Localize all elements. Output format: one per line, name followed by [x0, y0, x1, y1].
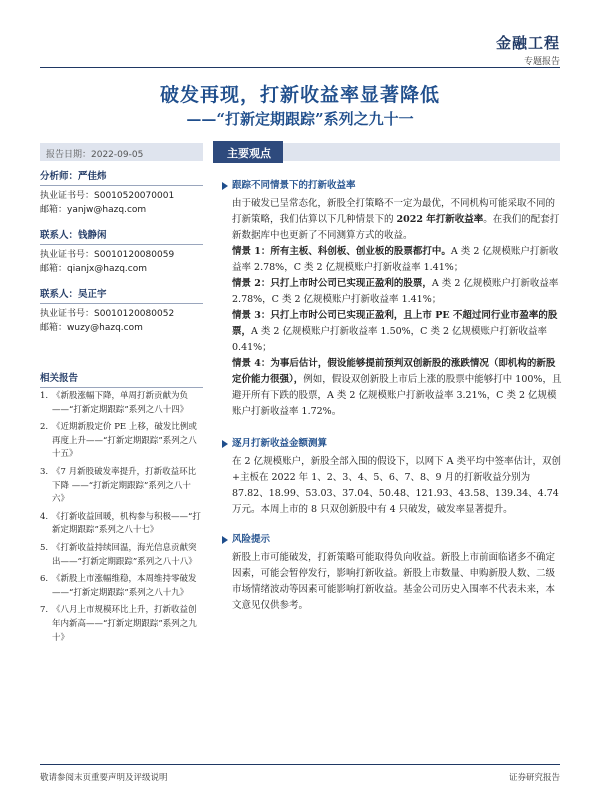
header-report-type: 专题报告 [523, 57, 560, 67]
related-reports-list [40, 390, 203, 649]
analyst-email[interactable]: 邮箱：yanjw@hazq.com [40, 205, 147, 215]
scenario-4: 情景 4：为事后估计，假设能够提前预判双创新股的涨跌情况（即机构的新股定价能力很强），例如，假设双创新股上市后上涨的股票中能够打中 100%，且避开所有下跌的股票，A 类 2 亿规模账户打新收益率 3.21%，C 类 2 亿规模账户打新收益率 1.72%。 [232, 358, 562, 417]
triangle-bullet-icon [222, 440, 228, 448]
triangle-bullet-icon [222, 182, 228, 190]
related-report-item[interactable]: 1. 《新股涨幅下降，单周打新贡献为负——“打新定期跟踪”系列之八十四》 [40, 391, 189, 415]
section-monthly-returns [222, 436, 562, 518]
section-scenario-returns [222, 178, 562, 420]
scenario-3: 情景 3：只打上市时公司已实现正盈利，且上市 PE 不超过同行业市盈率的股票，A 类 2 亿规模账户打新收益率 1.50%，C 类 2 亿规模账户打新收益率 0.41%； [232, 310, 558, 353]
triangle-bullet-icon [222, 536, 228, 544]
analyst-cert: 执业证书号：S0010520070001 [40, 191, 175, 201]
related-report-item[interactable]: 2. 《近期新股定价 PE 上移，破发比例或再度上升——“打新定期跟踪”系列之八十五》 [40, 422, 197, 460]
related-reports-title: 相关报告 [40, 370, 203, 388]
section-intro: 由于破发已呈常态化，新股全打策略不一定为最优，不同机构可能采取不同的打新策略，我们估算以下几种情景下的 2022 年打新收益率。在我们的配套打新数据库中也更新了不同测算方式的收益。 [232, 198, 560, 241]
header-category: 金融工程 [495, 34, 560, 52]
contact-email[interactable]: 邮箱：wuzy@hazq.com [40, 323, 143, 333]
contact-cert: 执业证书号：S0010120080059 [40, 250, 175, 260]
contact-cert: 执业证书号：S0010120080052 [40, 309, 175, 319]
header-divider [40, 67, 560, 68]
contact-block [40, 227, 203, 276]
date-bar: 报告日期：2022-09-05 [40, 143, 203, 161]
footer-divider [40, 764, 560, 765]
report-title: 破发再现，打新收益率显著降低 [159, 84, 440, 106]
section-body: 在 2 亿规模账户，新股全部入围的假设下，以网下 A 类平均中签率估计，双创+主板在 2022 年 1、2、3、4、5、6、7、8、9 月的打新收益分别为 87.82、18.99、53.03、37.04、50.48、121.93、43.58、139.34、4.74 万元。本周上市的 8 只双创新股中有 4 只破发，破发率显著提升。 [232, 456, 561, 515]
related-report-item[interactable]: 7. 《八月上市规模环比上升，打新收益创年内新高——“打新定期跟踪”系列之九十》 [40, 605, 197, 643]
main-points-tag: 主要观点 [213, 141, 283, 163]
section-risk [222, 532, 562, 614]
report-subtitle: ——“打新定期跟踪”系列之九十一 [186, 110, 414, 128]
related-report-item[interactable]: 4. 《打新收益回暖，机构参与积极——“打新定期跟踪”系列之八十七》 [40, 511, 201, 536]
section-heading: 跟踪不同情景下的打新收益率 [222, 178, 562, 194]
contact-name: 联系人：钱静闲 [40, 227, 203, 245]
contact-name: 联系人：吴正宇 [40, 286, 203, 304]
related-report-item[interactable]: 6. 《新股上市涨幅维稳，本周维持零破发——“打新定期跟踪”系列之八十九》 [40, 574, 197, 598]
related-report-item[interactable]: 5. 《打新收益持续回温，海光信息贡献突出——“打新定期跟踪”系列之八十八》 [40, 542, 197, 567]
scenario-1: 情景 1：所有主板、科创板、创业板的股票都打中。A 类 2 亿规模账户打新收益率 2.78%，C 类 2 亿规模账户打新收益率 1.41%； [232, 246, 559, 273]
contact-block [40, 286, 203, 335]
section-body: 新股上市可能破发，打新策略可能取得负向收益。新股上市前面临诸多不确定因素，可能会暂停发行，影响打新收益。新股上市数量、申购新股人数、二级市场情绪波动等因素可能影响打新收益。基金公司历史入围率不代表未来，本文意见仅供参考。 [232, 552, 556, 611]
analyst-panel [40, 168, 203, 345]
section-heading: 逐月打新收益金额测算 [222, 436, 562, 452]
scenario-2: 情景 2：只打上市时公司已实现正盈利的股票，A 类 2 亿规模账户打新收益率 2.78%，C 类 2 亿规模账户打新收益率 1.41%； [232, 278, 559, 305]
footer-report-label: 证券研究报告 [508, 773, 560, 783]
footer-disclaimer[interactable]: 敬请参阅末页重要声明及评级说明 [40, 773, 168, 783]
analyst-block [40, 168, 203, 217]
analyst-name: 分析师：严佳炜 [40, 168, 203, 186]
contact-email[interactable]: 邮箱：qianjx@hazq.com [40, 264, 148, 274]
related-report-item[interactable]: 3. 《7 月新股破发率提升，打新收益环比下降 ——“打新定期跟踪”系列之八十六》 [40, 466, 197, 505]
section-heading: 风险提示 [222, 532, 562, 548]
